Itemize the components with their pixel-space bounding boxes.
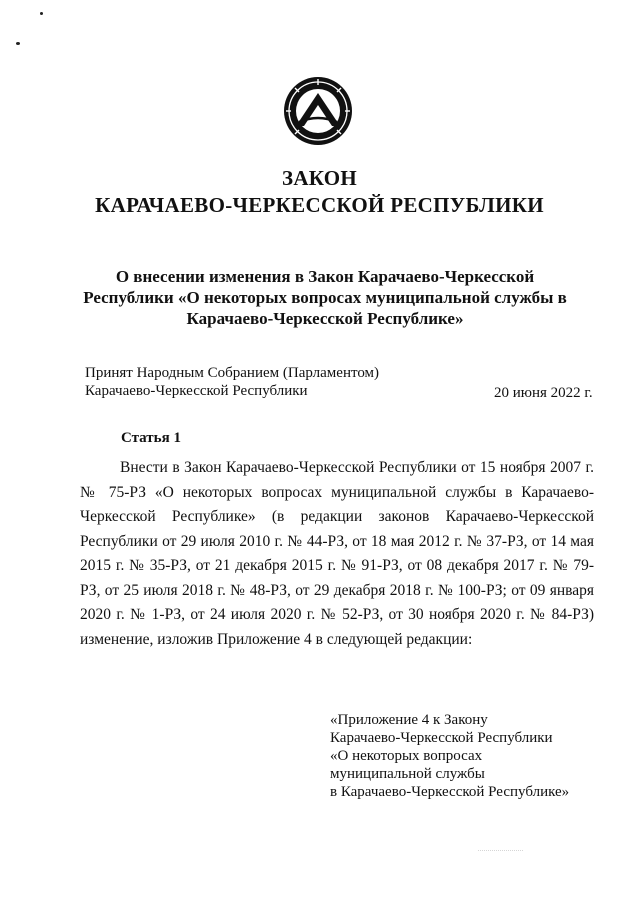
issuer-title: КАРАЧАЕВО-ЧЕРКЕССКОЙ РЕСПУБЛИКИ [95,193,544,217]
appendix-line: «О некоторых вопросах [330,748,483,764]
law-subject-line-3: Карачаево-Черкесской Республике» [186,309,464,328]
adoption-line-2: Карачаево-Черкесской Республики [85,383,308,399]
adoption-info [85,364,379,400]
adoption-line-1: Принят Народным Собранием (Парламентом) [85,365,380,381]
article-body: Внести в Закон Карачаево-Черкесской Республики от 15 ноября 2007 г. № 75-РЗ «О некоторых вопросах муниципальной службы в Карачаево-Черкесской Республике» (в редакции законов Карачаево-Черкесской Республики от 29 июля 2010 г. № 44-РЗ, от 18 мая 2012 г. № 37-РЗ, от 14 мая 2015 г. № 35-РЗ, от 21 декабря 2015 г. № 91-РЗ, от 08 декабря 2017 г. № 79-РЗ, от 25 июля 2018 г. № 48-РЗ, от 29 декабря 2018 г. № 100-РЗ; от 09 января 2020 г. № 1-РЗ, от 24 июля 2020 г. № 52-РЗ, от 30 ноября 2020 г. № 84-РЗ) изменение, изложив Приложение 4 в следующей редакции: [80,459,594,648]
appendix-line: в Карачаево-Черкесской Республике» [330,784,570,800]
appendix-header [330,711,610,801]
coat-of-arms-emblem [283,76,353,146]
scan-speck [40,12,43,15]
doc-type-title: ЗАКОН [281,166,358,190]
scan-smudge [478,850,523,857]
scan-speck [16,42,20,45]
appendix-line: «Приложение 4 к Закону [330,712,488,728]
law-subject-line-2: Республики «О некоторых вопросах муниципальной службы в [83,288,567,307]
appendix-line: Карачаево-Черкесской Республики [330,730,553,746]
article-heading: Статья 1 [121,430,181,446]
adoption-date: 20 июня 2022 г. [494,385,593,401]
appendix-line: муниципальной службы [330,766,485,782]
law-subject-line-1: О внесении изменения в Закон Карачаево-Черкесской [115,267,535,286]
